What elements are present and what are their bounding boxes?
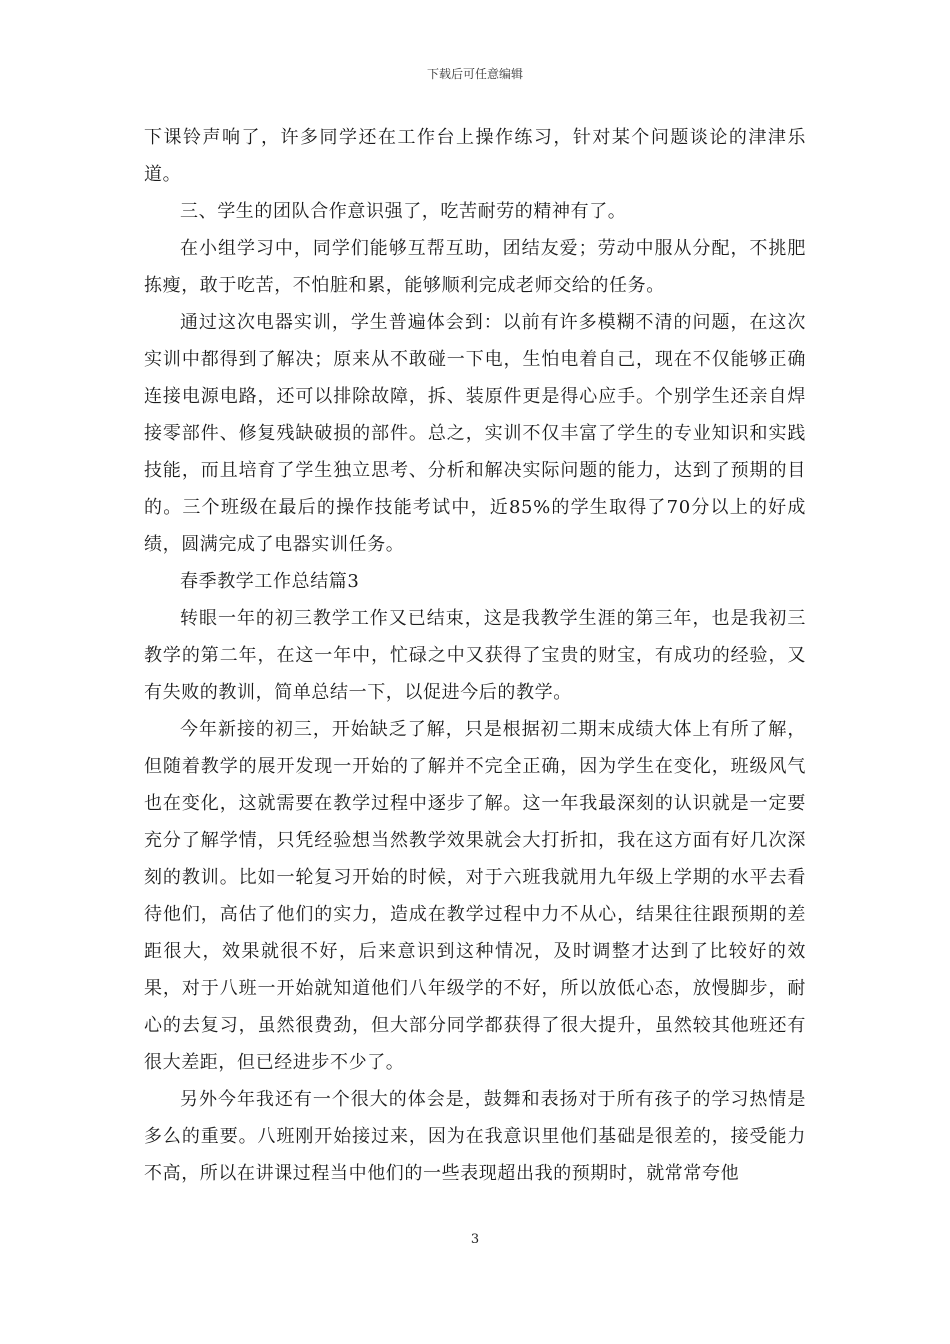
paragraph: 在小组学习中，同学们能够互帮互助，团结友爱；劳动中服从分配，不挑肥拣瘦，敢于吃苦，不怕脏和累，能够顺利完成老师交给的任务。 [144, 238, 806, 296]
paragraph: 今年新接的初三，开始缺乏了解，只是根据初二期末成绩大体上有所了解，但随着教学的展开发现一开始的了解并不完全正确，因为学生在变化，班级风气也在变化，这就需要在教学过程中逐步了解。这一年我最深刻的认识就是一定要充分了解学情，只凭经验想当然教学效果就会大打折扣，我在这方面有好几次深刻的教训。比如一轮复习开始的时候，对于六班我就用九年级上学期的水平去看待他们，高估了他们的实力，造成在教学过程中力不从心，结果往往跟预期的差距很大，效果就很不好，后来意识到这种情况，及时调整才达到了比较好的效果，对于八班一开始就知道他们八年级学的不好，所以放低心态，放慢脚步，耐心的去复习，虽然很费劲，但大部分同学都获得了很大提升，虽然较其他班还有很大差距，但已经进步不少了。 [144, 719, 806, 1073]
paragraph: 通过这次电器实训，学生普遍体会到：以前有许多模糊不清的问题，在这次实训中都得到了解决；原来从不敢碰一下电，生怕电着自己，现在不仅能够正确连接电源电路，还可以排除故障，拆、装原件更是得心应手。个别学生还亲自焊接零部件、修复残缺破损的部件。总之，实训不仅丰富了学生的专业知识和实践技能，而且培育了学生独立思考、分析和解决实际问题的能力，达到了预期的目的。三个班级在最后的操作技能考试中，近85%的学生取得了70分以上的好成绩，圆满完成了电器实训任务。 [144, 312, 806, 555]
section-heading: 三、学生的团队合作意识强了，吃苦耐劳的精神有了。 [180, 201, 627, 222]
paragraph: 转眼一年的初三教学工作又已结束，这是我教学生涯的第三年，也是我初三教学的第二年，在这一年中，忙碌之中又获得了宝贵的财宝，有成功的经验，又有失败的教训，简单总结一下，以促进今后的教学。 [144, 608, 806, 703]
page-header: 下载后可任意编辑 [426, 67, 523, 81]
paragraph: 另外今年我还有一个很大的体会是，鼓舞和表扬对于所有孩子的学习热情是多么的重要。八班刚开始接过来，因为在我意识里他们基础是很差的，接受能力不高，所以在讲课过程当中他们的一些表现超出我的预期时，就常常夸他 [144, 1089, 806, 1184]
paragraph: 下课铃声响了，许多同学还在工作台上操作练习，针对某个问题谈论的津津乐道。 [144, 127, 806, 185]
document-body [144, 119, 806, 1192]
page-number: 3 [470, 1232, 480, 1247]
section-title: 春季教学工作总结篇3 [180, 571, 360, 592]
